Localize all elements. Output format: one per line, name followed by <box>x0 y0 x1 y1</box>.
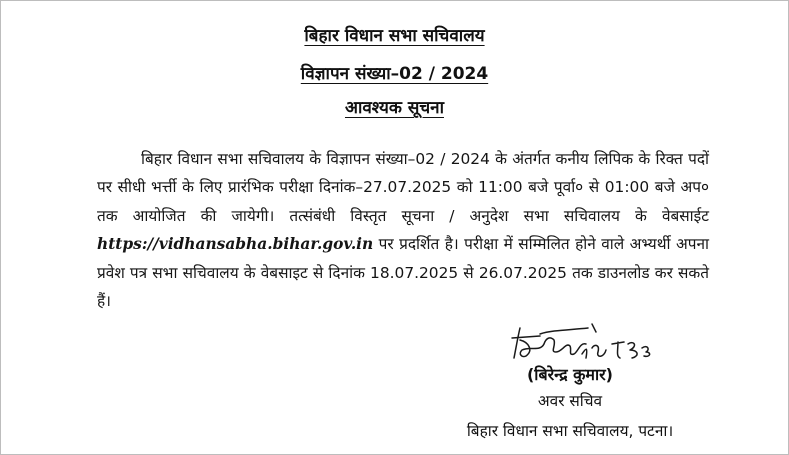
website-url: https://vidhansabha.bihar.gov.in <box>97 235 374 254</box>
notice-heading <box>0 97 789 119</box>
notice-body-part2: पर प्रदर्शित है। परीक्षा में सम्मिलित होने वाले अभ्यर्थी अपना प्रवेश पत्र सभा सचिवालय के वेबसाइट से दिनांक 18.07.2025 से 26.07.2025 तक डाउनलोड कर सकते हैं। <box>97 235 709 311</box>
office-title-text: बिहार विधान सभा सचिवालय <box>304 26 485 46</box>
signatory-name: (बिरेन्द्र कुमार) <box>526 365 613 384</box>
office-title <box>0 25 789 47</box>
handwritten-signature <box>500 318 700 368</box>
signatory-office: बिहार विधान सभा सचिवालय, पटना। <box>466 422 674 440</box>
advertisement-number <box>0 63 789 85</box>
notice-heading-text: आवश्यक सूचना <box>344 98 444 118</box>
notice-body-part1: बिहार विधान सभा सचिवालय के विज्ञापन संख्या–02 / 2024 के अंतर्गत कनीय लिपिक के रिक्त पदों पर सीधी भर्त्ती के लिए प्रारंभिक परीक्षा दिनांक–27.07.2025 को 11:00 बजे पूर्वा० से 01:00 बजे अप० तक आयोजित की जायेगी। तत्संबंधी विस्तृत सूचना / अनुदेश सभा सचिवालय के वेबसाईट <box>97 150 709 225</box>
advertisement-number-text: विज्ञापन संख्या–02 / 2024 <box>300 64 489 84</box>
signatory-designation: अवर सचिव <box>537 392 603 410</box>
notice-body <box>97 145 709 315</box>
